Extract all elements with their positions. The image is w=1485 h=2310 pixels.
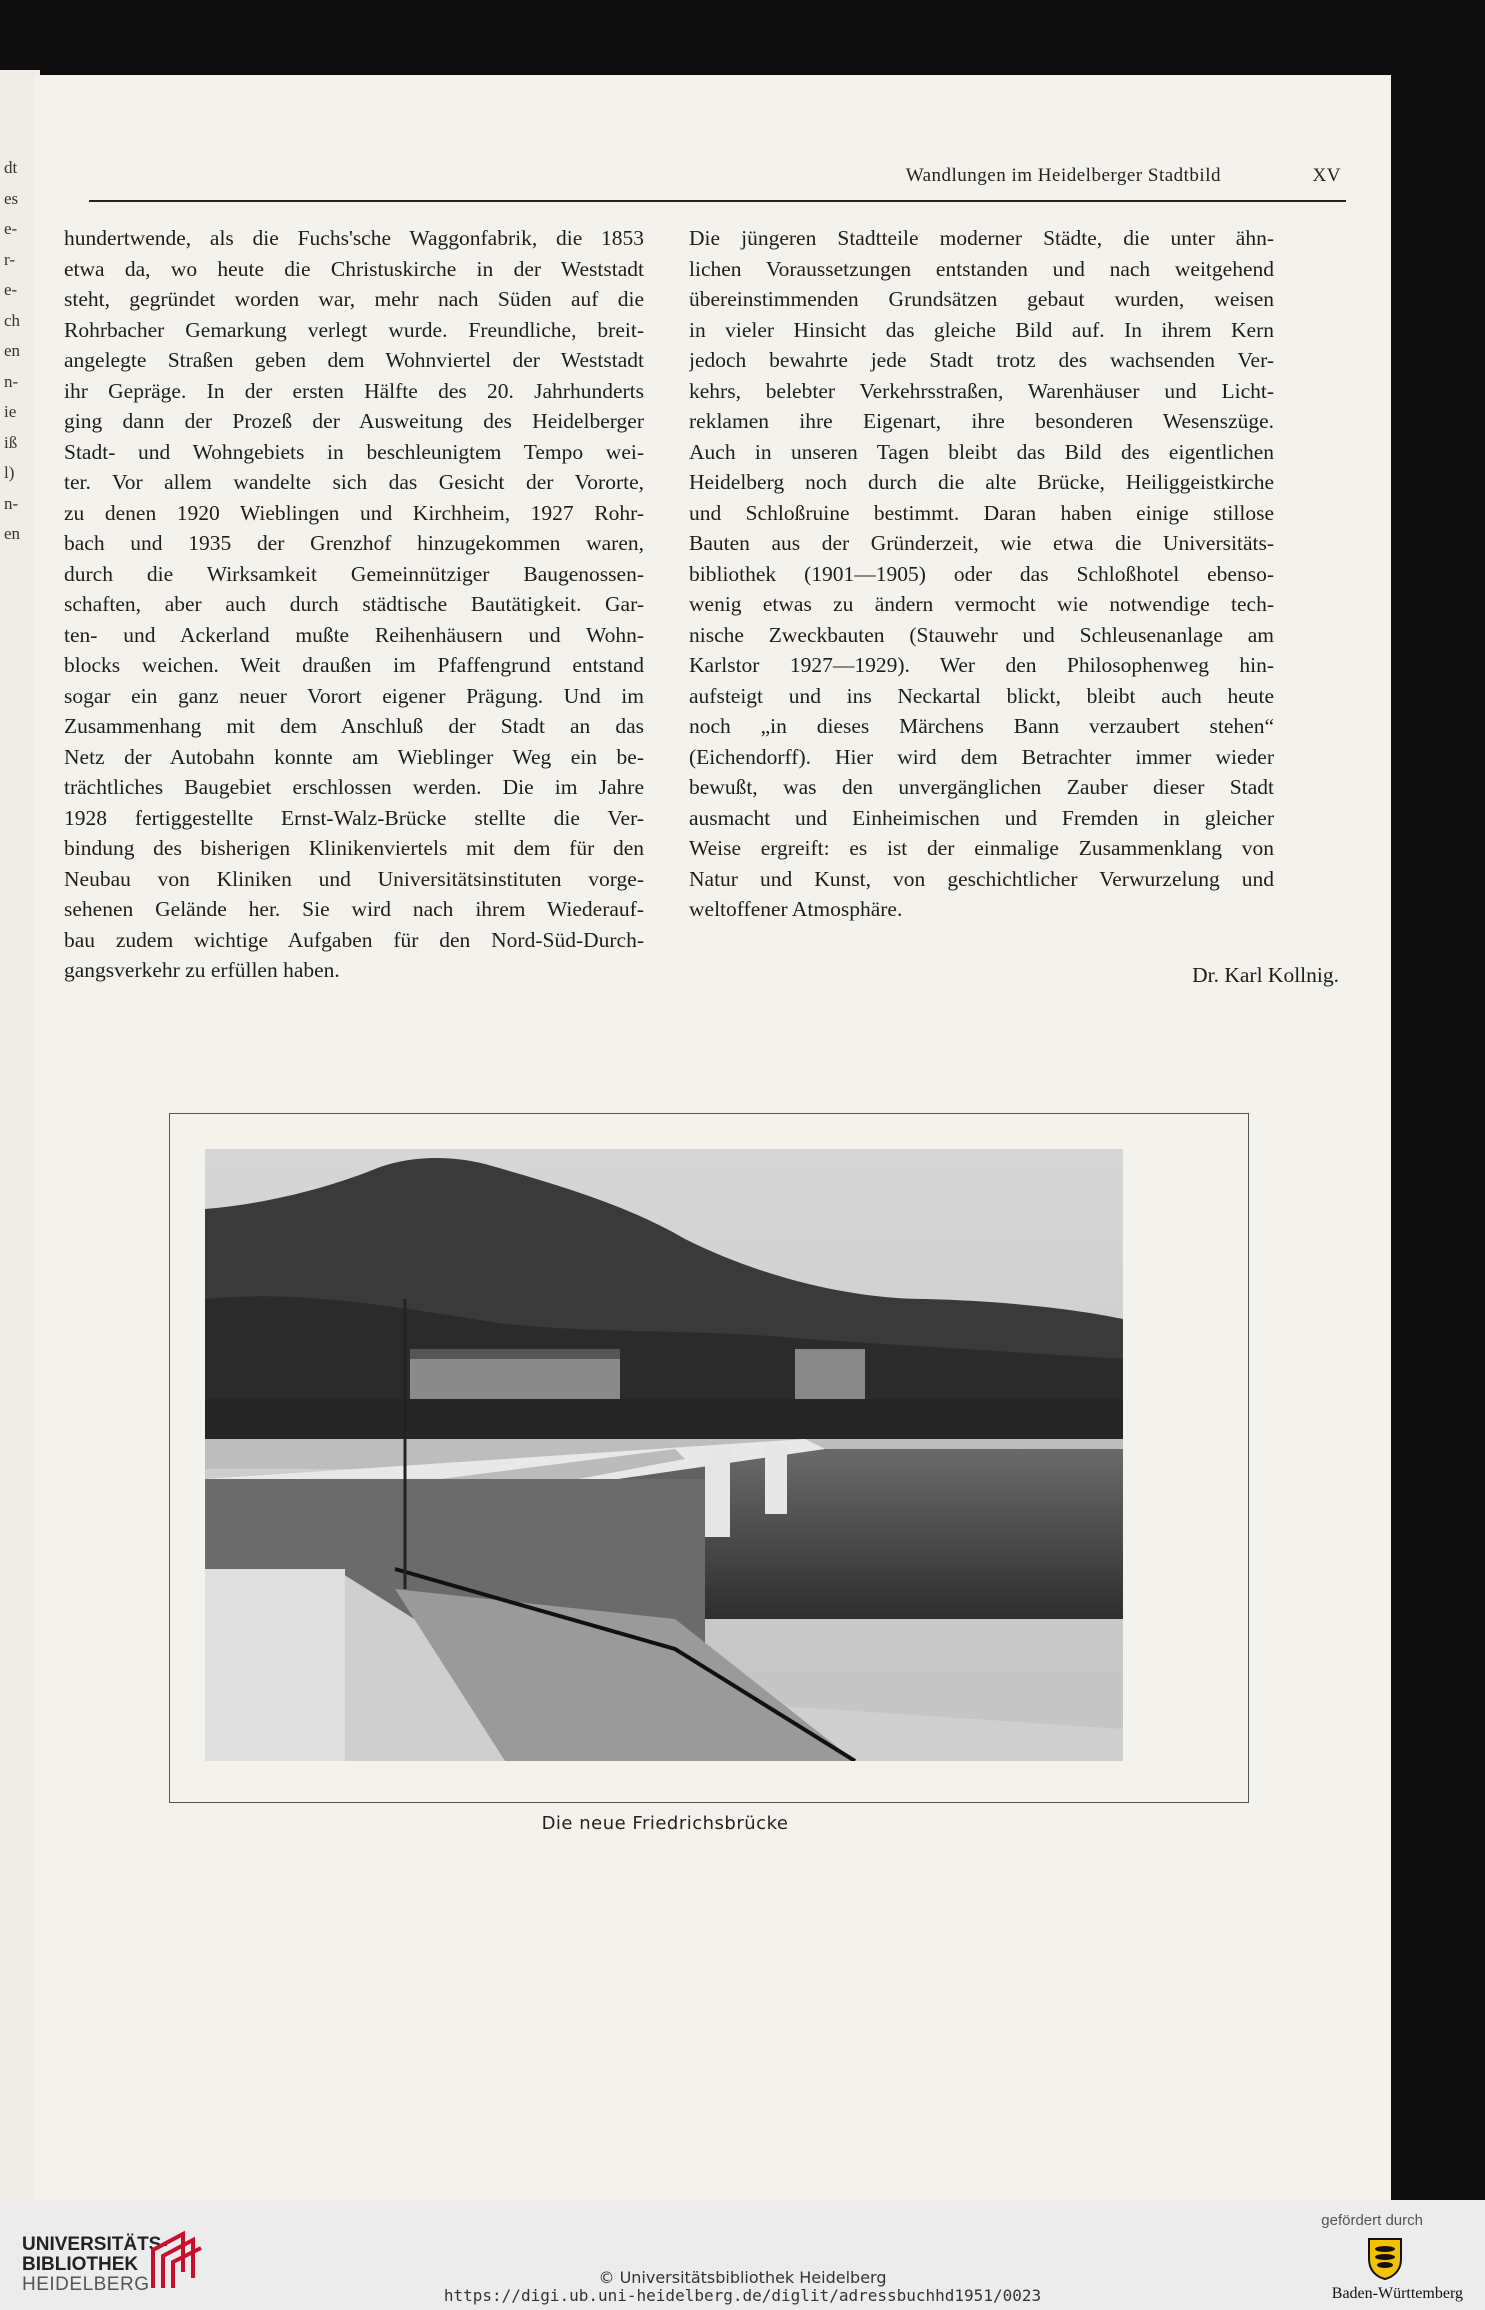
- right-column-line: (Eichendorff). Hier wird dem Betrachter immer wieder: [689, 744, 1274, 769]
- funder-name: Baden-Württemberg: [1331, 2285, 1463, 2302]
- left-column-line: hundertwende, als die Fuchs'sche Waggonfabrik, die 1853: [64, 226, 644, 250]
- right-column-line: lichen Voraussetzungen entstanden und nach weitgehend: [689, 256, 1274, 281]
- bridge-pier: [705, 1447, 730, 1537]
- right-column-line: ausmacht und Einheimischen und Fremden in gleicher: [689, 805, 1274, 830]
- right-column-line: aufsteigt und ins Neckartal blickt, bleibt auch heute: [689, 683, 1274, 708]
- author-signature: Dr. Karl Kollnig.: [1192, 963, 1339, 987]
- left-column-line: zu denen 1920 Wieblingen und Kirchheim, 1927 Rohr-: [64, 500, 644, 525]
- spine-fragment: iß: [4, 432, 18, 452]
- library-name-line1: UNIVERSITÄTS-: [22, 2234, 168, 2255]
- right-column-line: reklamen ihre Eigenart, ihre besonderen Wesenszüge.: [689, 409, 1274, 433]
- left-column-line: trächtliches Baugebiet erschlossen werden. Die im Jahre: [64, 775, 644, 799]
- stone-parapet: [205, 1569, 345, 1761]
- page-number: XV: [1312, 165, 1341, 186]
- spine-fragment: en: [4, 524, 21, 543]
- left-column-line: gangsverkehr zu erfüllen haben.: [64, 958, 340, 982]
- right-column-line: bewußt, was den unvergänglichen Zauber dieser Stadt: [689, 775, 1274, 799]
- right-column-line: in vieler Hinsicht das gleiche Bild auf. In ihrem Kern: [689, 317, 1274, 342]
- spine-fragment: es: [4, 188, 19, 208]
- left-column-line: bindung des bisherigen Klinikenviertels mit dem für den: [64, 836, 644, 860]
- running-title: Wandlungen im Heidelberger Stadtbild: [905, 165, 1221, 186]
- spine-fragment: en: [4, 341, 21, 360]
- right-column-line: Heidelberg noch durch die alte Brücke, Heiliggeistkirche: [689, 470, 1274, 494]
- left-column-line: Stadt- und Wohngebiets in beschleunigtem Tempo wei-: [64, 439, 644, 464]
- bridge-pier: [765, 1444, 787, 1514]
- left-column: [64, 223, 644, 986]
- spine-fragment: l): [4, 463, 15, 482]
- left-column-line: bach und 1935 der Grenzhof hinzugekommen waren,: [64, 531, 644, 555]
- right-column-line: kehrs, belebter Verkehrsstraßen, Warenhäuser und Licht-: [689, 378, 1274, 403]
- left-column-line: ten- und Ackerland mußte Reihenhäusern und Wohn-: [64, 622, 644, 647]
- right-column-line: Bauten aus der Gründerzeit, wie etwa die Universitäts-: [689, 531, 1274, 555]
- left-column-line: durch die Wirksamkeit Gemeinnütziger Baugenossen-: [64, 561, 644, 586]
- baden-wuerttemberg-crest-icon: [1365, 2235, 1405, 2281]
- left-column-line: blocks weichen. Weit draußen im Pfaffengrund entstand: [64, 653, 644, 677]
- left-column-line: sogar ein ganz neuer Vorort eigener Prägung. Und im: [64, 683, 644, 708]
- spine-fragment: e-: [4, 219, 18, 238]
- right-column-line: weltoffener Atmosphäre.: [689, 897, 903, 921]
- right-column-line: jedoch bewahrte jede Stadt trotz des wachsenden Ver-: [689, 348, 1274, 372]
- left-column-line: bau zudem wichtige Aufgaben für den Nord-Süd-Durch-: [64, 927, 644, 952]
- figure-caption: Die neue Friedrichsbrücke: [541, 1813, 789, 1834]
- left-column-line: ter. Vor allem wandelte sich das Gesicht der Vororte,: [64, 470, 644, 494]
- left-column-line: ihr Gepräge. In der ersten Hälfte des 20. Jahrhunderts: [64, 378, 644, 403]
- right-column-paragraph: [689, 223, 1274, 925]
- photo-frame: [169, 1113, 1249, 1803]
- bridge-photograph: [205, 1149, 1123, 1761]
- right-column-line: nische Zweckbauten (Stauwehr und Schleusenanlage am: [689, 622, 1274, 647]
- left-column-line: etwa da, wo heute die Christuskirche in der Weststadt: [64, 256, 644, 281]
- left-column-line: ging dann der Prozeß der Ausweitung des Heidelberger: [64, 409, 644, 433]
- left-column-line: Zusammenhang mit dem Anschluß der Stadt an das: [64, 714, 644, 738]
- copyright-notice: © Universitätsbibliothek Heidelberg: [598, 2268, 887, 2287]
- header-rule: [89, 200, 1346, 202]
- spine-fragment: n-: [4, 371, 19, 391]
- permalink[interactable]: https://digi.ub.uni-heidelberg.de/diglit/adressbuchhd1951/0023: [443, 2286, 1042, 2305]
- right-column-line: Natur und Kunst, von geschichtlicher Verwurzelung und: [689, 866, 1274, 891]
- document-page: [34, 75, 1391, 2200]
- left-column-line: Rohrbacher Gemarkung verlegt wurde. Freundliche, breit-: [64, 317, 644, 342]
- library-name-line3: HEIDELBERG: [22, 2274, 150, 2295]
- footer-bar: [0, 2200, 1485, 2310]
- right-column-line: bibliothek (1901—1905) oder das Schloßhotel ebenso-: [689, 561, 1274, 586]
- right-column-line: wenig etwas zu ändern vermocht wie notwendige tech-: [689, 592, 1274, 616]
- spine-fragment: ch: [4, 310, 21, 330]
- spine-fragment: e-: [4, 280, 18, 299]
- right-column-line: Die jüngeren Stadtteile moderner Städte, die unter ähn-: [689, 226, 1274, 250]
- left-column-line: 1928 fertiggestellte Ernst-Walz-Brücke stellte die Ver-: [64, 805, 644, 830]
- left-column-paragraph: [64, 223, 644, 986]
- spine-fragment: dt: [4, 158, 18, 177]
- spine-fragment: ie: [4, 402, 17, 421]
- spine-fragment: n-: [4, 493, 19, 513]
- left-column-line: Netz der Autobahn konnte am Wieblinger Weg ein be-: [64, 744, 644, 769]
- right-column-line: Auch in unseren Tagen bleibt das Bild des eigentlichen: [689, 439, 1274, 464]
- right-column-line: noch „in dieses Märchens Bann verzaubert stehen“: [689, 714, 1274, 738]
- library-name-line2: BIBLIOTHEK: [22, 2254, 139, 2275]
- left-column-line: steht, gegründet worden war, mehr nach Süden auf die: [64, 287, 644, 311]
- right-column-line: Weise ergreift: es ist der einmalige Zusammenklang von: [689, 836, 1274, 860]
- left-column-line: schaften, aber auch durch städtische Bautätigkeit. Gar-: [64, 592, 644, 616]
- left-column-line: Neubau von Kliniken und Universitätsinstituten vorge-: [64, 866, 644, 891]
- right-column: [689, 223, 1274, 925]
- spine-fragment: r-: [4, 249, 15, 269]
- left-column-line: angelegte Straßen geben dem Wohnviertel der Weststadt: [64, 348, 644, 372]
- right-column-line: Karlstor 1927—1929). Wer den Philosophenweg hin-: [689, 653, 1274, 677]
- right-column-line: übereinstimmenden Grundsätzen gebaut wurden, weisen: [689, 287, 1274, 311]
- funded-by-label: gefördert durch: [1321, 2212, 1423, 2229]
- right-column-line: und Schloßruine bestimmt. Daran haben einige stillose: [689, 500, 1274, 525]
- left-column-line: sehenen Gelände her. Sie wird nach ihrem Wiederauf-: [64, 897, 644, 921]
